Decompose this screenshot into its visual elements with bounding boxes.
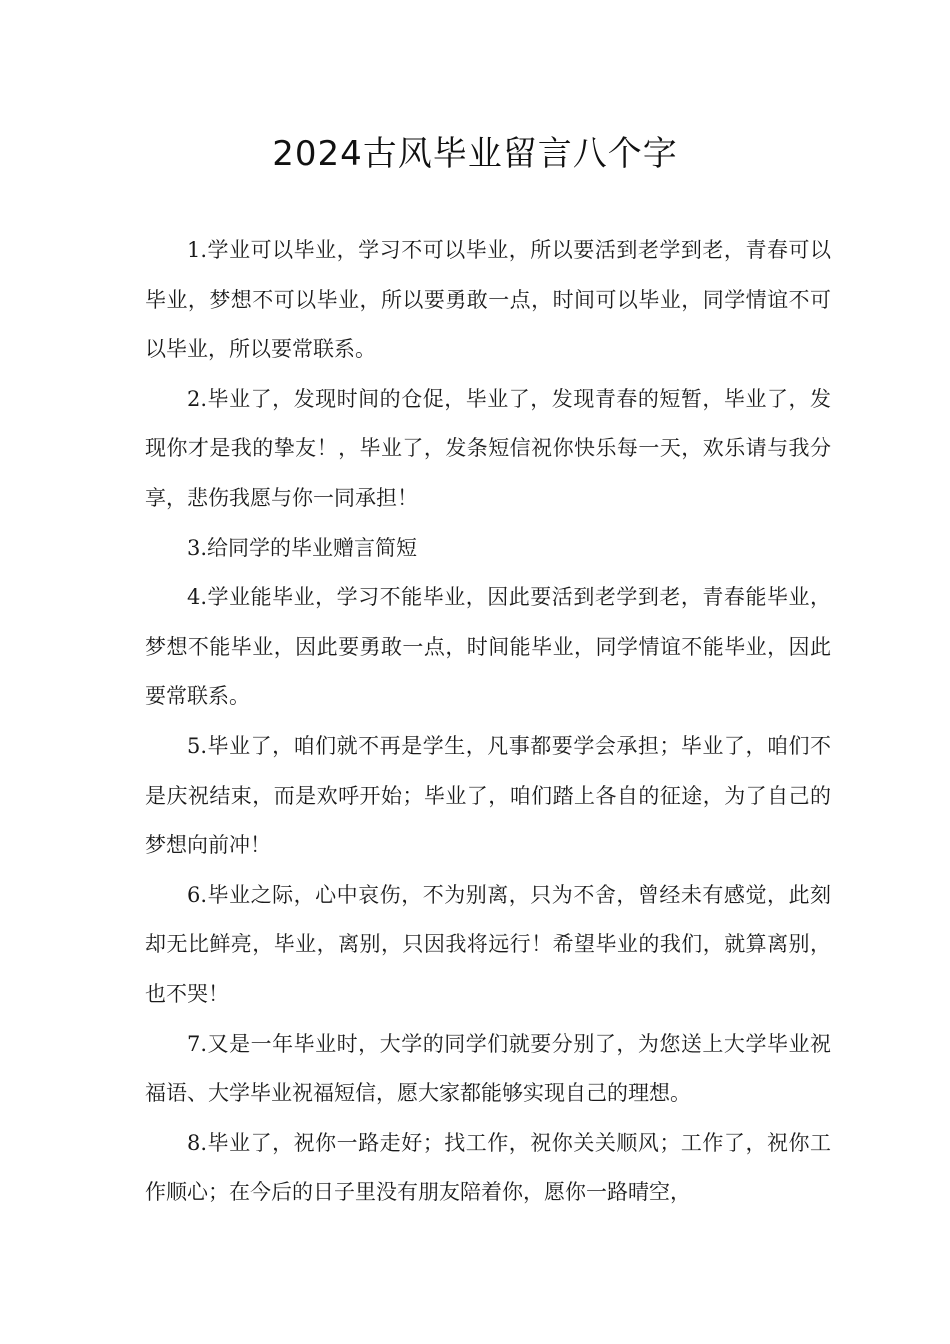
document-title: 2024古风毕业留言八个字 (272, 134, 678, 174)
paragraph-7: 7.又是一年毕业时，大学的同学们就要分别了，为您送上大学毕业祝福语、大学毕业祝福短信，愿大家都能够实现自己的理想。 (145, 1031, 831, 1106)
paragraph-8: 8.毕业了，祝你一路走好；找工作，祝你关关顺风；工作了，祝你工作顺心；在今后的日子里没有朋友陪着你，愿你一路晴空， (145, 1130, 831, 1205)
paragraph-3: 3.给同学的毕业赠言简短 (187, 535, 418, 560)
paragraph-2: 2.毕业了，发现时间的仓促，毕业了，发现青春的短暂，毕业了，发现你才是我的挚友！，毕业了，发条短信祝你快乐每一天，欢乐请与我分享，悲伤我愿与你一同承担！ (145, 386, 831, 510)
document-body (145, 226, 831, 1218)
paragraph-5: 5.毕业了，咱们就不再是学生，凡事都要学会承担；毕业了，咱们不是庆祝结束，而是欢呼开始；毕业了，咱们踏上各自的征途，为了自己的梦想向前冲！ (145, 733, 831, 858)
paragraph-1: 1.学业可以毕业，学习不可以毕业，所以要活到老学到老，青春可以毕业，梦想不可以毕业，所以要勇敢一点，时间可以毕业，同学情谊不可以毕业，所以要常联系。 (145, 238, 831, 362)
paragraph-4: 4.学业能毕业，学习不能毕业，因此要活到老学到老，青春能毕业，梦想不能毕业，因此要勇敢一点，时间能毕业，同学情谊不能毕业，因此要常联系。 (145, 585, 831, 709)
paragraph-6: 6.毕业之际，心中哀伤，不为别离，只为不舍，曾经未有感觉，此刻却无比鲜亮，毕业，离别，只因我将远行！希望毕业的我们，就算离别，也不哭！ (145, 882, 831, 1006)
